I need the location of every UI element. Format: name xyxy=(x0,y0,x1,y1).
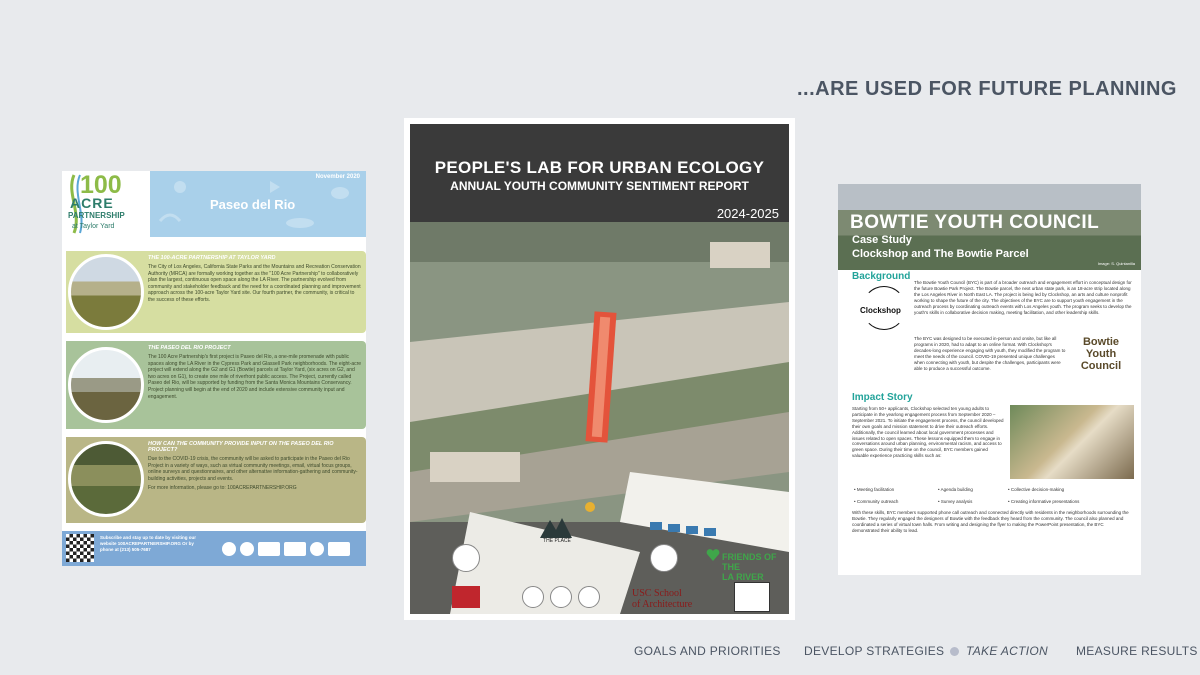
paseo-del-rio-flyer xyxy=(62,171,366,566)
friends-of-la-river-logo xyxy=(722,552,789,582)
clockshop-label: Clockshop xyxy=(860,306,901,315)
city-seal-icon xyxy=(650,544,678,572)
river-photo-3 xyxy=(68,441,144,517)
background-text-2: The BYC was designed to be executed in-person and onsite, but like all programs in 2020, had to adapt to an online format. With Clockshop's decades-long experience engaging with youth, they modified the program to meet the needs of the council. COVID-19 presented unique challenges when connecting with youth, but despite the challenges, participants were able to produce a successful outcome. xyxy=(914,336,1066,371)
section-text: The City of Los Angeles, California State Parks and the Mountains and Recreation Conservation Authority (MRCA) are formally working together as the "100 Acre Partnership" to collaboratively plan the largest, continuous open space along the LA River. The partnership evolved from community and stakeholder feedback and the need for a coordinated planning and improvement approach across the 100-acre Taylor Yard site. Our fourth partner, the community, is critical to the success of these efforts. xyxy=(148,264,361,303)
flyer-date: November 2020 xyxy=(315,174,360,180)
flyer-footer xyxy=(62,531,366,566)
page-headline: ...ARE USED FOR FUTURE PLANNING xyxy=(797,78,1177,100)
impact-heading: Impact Story xyxy=(852,392,913,403)
partner-logo-icon xyxy=(284,542,306,556)
crossword-logo-icon xyxy=(734,582,770,612)
section-heading: THE 100-ACRE PARTNERSHIP AT TAYLOR YARD xyxy=(148,255,276,261)
usc-line-2: of Architecture xyxy=(632,599,693,610)
flyer-banner xyxy=(150,171,366,237)
footer-text: Subscribe and stay up to date by visiting our website 100ACREPARTNERSHIP.ORG Or by phone at (213) 505-7687 xyxy=(100,535,197,552)
nav-measure-results[interactable]: MEASURE RESULTS xyxy=(1076,644,1198,658)
partner-logos xyxy=(222,540,362,558)
byc-logo-line: Bowtie xyxy=(1082,336,1120,348)
bowtie-case-study xyxy=(838,184,1141,575)
case-study-header xyxy=(838,184,1141,270)
section-heading: THE PASEO DEL RIO PROJECT xyxy=(148,345,231,351)
nav-goals-and-priorities[interactable]: GOALS AND PRIORITIES xyxy=(634,644,781,658)
flyer-section-project xyxy=(66,341,366,429)
fola-line-2: LA RIVER xyxy=(722,572,764,582)
the-place-mountain-icon xyxy=(538,516,574,540)
flyer-title: Paseo del Rio xyxy=(210,197,296,212)
background-text: The Bowtie Youth Council (BYC) is part of a broader outreach and engagement effort in conceptual design for the future Bowtie Park Project. The Bowtie parcel, the next urban state park, is an 18-acre strip located along the Los Angeles River in North East LA. The project is being led by Clockshop, an arts and culture nonprofit working to shape the future of the city. The objectives of the BYC are to support youth engagement in the outreach process by coordinating outreach events with Los Angeles youth. The program seeks to develop the youth's skills in collaborative decision making, meeting facilitation, and other leadership skills. xyxy=(914,280,1132,315)
skill-item: • Meeting facilitation xyxy=(854,487,895,492)
report-subtitle: ANNUAL YOUTH COMMUNITY SENTIMENT REPORT xyxy=(450,179,749,193)
logo-partnership: PARTNERSHIP xyxy=(68,211,125,220)
skill-item: • Agenda building xyxy=(938,487,973,492)
partner-logo-icon xyxy=(258,542,280,556)
river-photo-1 xyxy=(68,254,144,330)
background-heading: Background xyxy=(852,271,911,282)
flyer-section-partnership xyxy=(66,251,366,333)
section-text: The 100 Acre Partnership's first project is Paseo del Rio, a one-mile promenade with public spaces along the LA River in the Cypress Park and Glassell Park neighborhoods. The eight-acre project will extend along the G2 and G1 (Bowtie) parcels at Taylor Yard, (six acres on G2, and two acres on G1), to create one mile of riverfront public access. The Project, currently called Paseo del Rio, will be supported by funding from the Santa Monica Mountains Conservancy. Project planning will begin at the end of 2020 and include extensive community input and engagement. xyxy=(148,354,362,400)
bowtie-youth-council-logo xyxy=(1070,336,1132,372)
report-year: 2024-2025 xyxy=(716,206,779,221)
active-indicator-dot xyxy=(950,647,959,656)
seal-icon xyxy=(222,542,236,556)
logo-location: at Taylor Yard xyxy=(72,223,115,230)
impact-text: Starting from 50+ applicants, Clockshop selected ten young adults to participate in the yearlong engagement process from September 2020 – September 2021. To initiate the engagement process, the council developed their own goals and mission statement to drive their outreach efforts. Additionally, the council learned about local government processes and issues related to open spaces. These lessons equipped them to engage in conversations around urban planning, environmental racism, and access to green space. During their time on the council, BYC members gained valuable experience practicing skills such as: xyxy=(852,406,1004,459)
section-text: Due to the COVID-19 crisis, the community will be asked to participate in the Paseo del Rio Project in a variety of ways, such as virtual community meetings, email, virtual focus groups, online surveys and questionnaires, and other alternative information-gathering and community-building activities, projects and events. xyxy=(148,456,358,482)
usc-line-1: USC School xyxy=(632,588,682,599)
partner-seal-icon xyxy=(522,586,544,608)
the-place-label: THE PLACE xyxy=(543,538,571,544)
flyer-header xyxy=(62,171,366,237)
skill-item: • Community outreach xyxy=(854,499,899,504)
section-more-info: For more information, please go to: 100ACREPARTNERSHIP.ORG xyxy=(148,485,297,492)
case-study-subtitle: Case Study xyxy=(852,234,912,246)
clockshop-logo xyxy=(854,282,914,336)
100-acre-partnership-logo xyxy=(62,171,150,237)
image-credit: Image: S. Quintanilla xyxy=(1097,261,1135,266)
byc-logo-line: Council xyxy=(1080,360,1122,372)
byc-logo-line: Youth xyxy=(1085,348,1117,360)
nav-develop-strategies[interactable]: DEVELOP STRATEGIES xyxy=(804,644,945,658)
fola-line-1: FRIENDS OF THE xyxy=(722,552,777,572)
river-photo-2 xyxy=(68,347,144,423)
army-corps-logo-icon xyxy=(452,586,480,608)
closing-text: With these skills, BYC members supported phone call outreach and connected directly with residents in the neighborhoods surrounding the Bowtie. They regularly engaged the designers of Bowtie with the feedback they heard from the community. The council also planned and coordinated a series of virtual town halls. From writing and designing the flyer to making the PowerPoint presentation, the BYC demonstrated their ability to lead. xyxy=(852,510,1129,533)
skill-item: • Survey analysis xyxy=(938,499,973,504)
case-study-subtitle-2: Clockshop and The Bowtie Parcel xyxy=(852,248,1029,260)
case-study-title: BOWTIE YOUTH COUNCIL xyxy=(850,212,1100,233)
nav-take-action[interactable]: TAKE ACTION xyxy=(966,644,1048,658)
seal-icon xyxy=(240,542,254,556)
partner-seal-icon xyxy=(578,586,600,608)
partner-seal-icon xyxy=(550,586,572,608)
council-meeting-photo xyxy=(1010,405,1134,479)
logo-acre: ACRE xyxy=(70,195,114,211)
skill-item: • Collective decision-making xyxy=(1008,487,1065,492)
partner-seal-icon xyxy=(452,544,480,572)
flyer-section-input xyxy=(66,437,366,523)
seal-icon xyxy=(310,542,324,556)
sentiment-report-cover xyxy=(404,118,795,620)
heart-icon xyxy=(706,548,720,562)
section-heading: HOW CAN THE COMMUNITY PROVIDE INPUT ON THE PASEO DEL RIO PROJECT? xyxy=(148,441,334,453)
report-title: PEOPLE'S LAB FOR URBAN ECOLOGY xyxy=(434,158,765,177)
logo-number: 100 xyxy=(80,171,122,199)
usc-logo xyxy=(632,588,692,610)
partner-logo-icon xyxy=(328,542,350,556)
qr-code-icon xyxy=(66,534,94,562)
skill-item: • Creating informative presentations xyxy=(1008,499,1080,504)
